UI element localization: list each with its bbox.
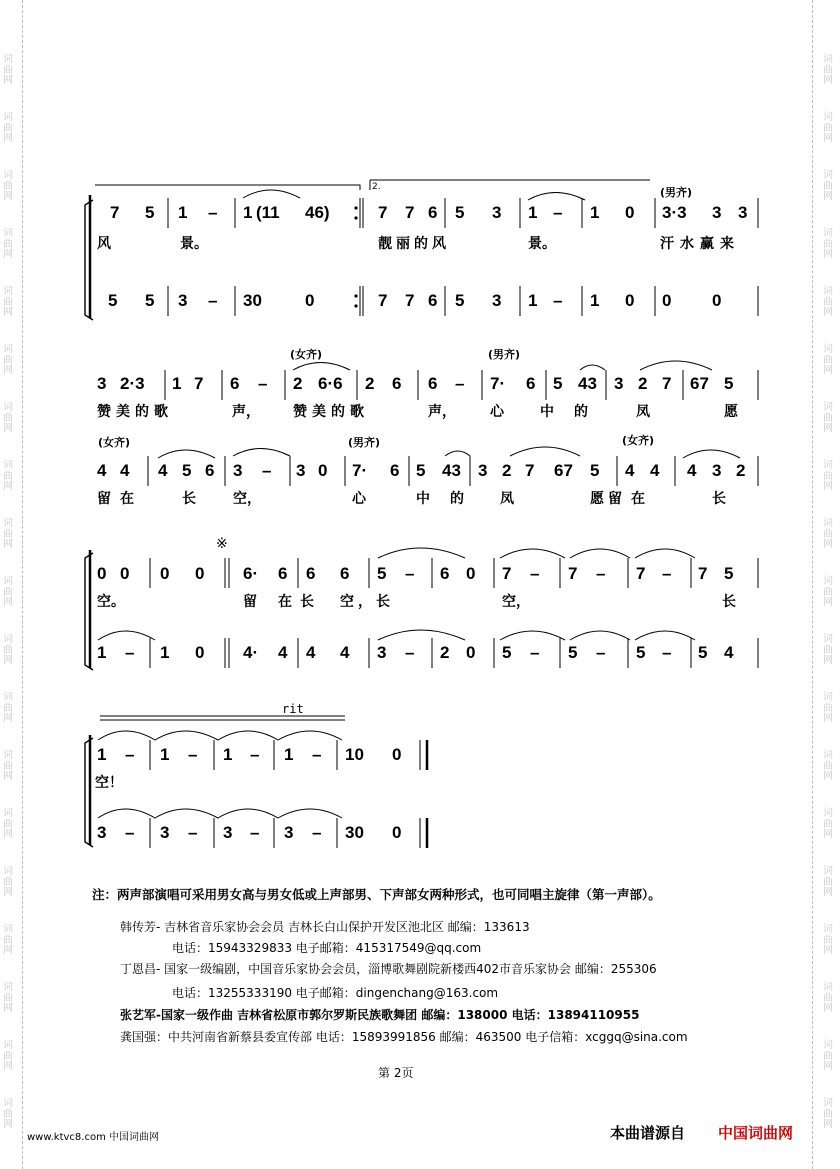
watermark-glyph: 词 曲 网 bbox=[823, 112, 833, 144]
watermark-glyph: 词 曲 网 bbox=[3, 1098, 13, 1130]
note: 4 bbox=[625, 461, 635, 480]
note: 3 bbox=[97, 374, 107, 393]
note: – bbox=[596, 564, 606, 583]
note: 5 bbox=[416, 461, 426, 480]
note: – bbox=[208, 291, 218, 310]
note: – bbox=[262, 461, 272, 480]
lyric: 凤 bbox=[636, 404, 650, 420]
watermark-glyph: 词 曲 网 bbox=[3, 634, 13, 666]
note: 6· bbox=[243, 564, 259, 583]
note: 6 bbox=[440, 564, 450, 583]
lyric: 空，长 bbox=[340, 594, 394, 610]
lyric: 心 bbox=[352, 491, 366, 507]
note: 67 bbox=[554, 461, 573, 480]
note: 2 bbox=[293, 374, 303, 393]
note: 6 bbox=[278, 564, 288, 583]
lyric: 留 bbox=[243, 594, 257, 610]
note: – bbox=[125, 643, 135, 662]
note: 1 bbox=[528, 291, 538, 310]
note: 5 bbox=[145, 291, 155, 310]
note: – bbox=[530, 643, 540, 662]
watermark-glyph: 词 曲 网 bbox=[823, 1040, 833, 1072]
note: 67 bbox=[690, 374, 709, 393]
note: 7 bbox=[636, 564, 646, 583]
note: 7 bbox=[525, 461, 535, 480]
credit-line: 丁恩昌- 国家一级编剧，中国音乐家协会会员，淄博歌舞剧院新楼西402市音乐家协会 邮编：255306 bbox=[120, 962, 657, 976]
watermark-glyph: 词 曲 网 bbox=[823, 170, 833, 202]
note: 3·3 bbox=[662, 203, 687, 222]
note: – bbox=[553, 291, 563, 310]
lyric: 声， bbox=[428, 404, 456, 420]
voice-tag-male: (男齐) bbox=[660, 186, 693, 199]
lyric: 赞美的歌 bbox=[97, 404, 173, 420]
note: 6 bbox=[392, 374, 402, 393]
note: 0 bbox=[392, 745, 402, 764]
watermark-glyph: 词 曲 网 bbox=[3, 1040, 13, 1072]
watermark-glyph: 词 曲 网 bbox=[3, 170, 13, 202]
lyric: 中的 bbox=[540, 404, 608, 420]
note: 6 bbox=[205, 461, 215, 480]
note: 6·6 bbox=[318, 374, 343, 393]
note: 5 bbox=[724, 564, 734, 583]
note: – bbox=[662, 643, 672, 662]
note: 5 bbox=[182, 461, 192, 480]
note: 5 bbox=[698, 643, 708, 662]
volta-label: 2. bbox=[372, 182, 381, 192]
lyric: 中的 bbox=[416, 491, 484, 507]
note: 7 bbox=[662, 374, 672, 393]
watermark-glyph: 词 曲 网 bbox=[823, 402, 833, 434]
note: – bbox=[662, 564, 672, 583]
note: 4 bbox=[724, 643, 734, 662]
lyric: 长 bbox=[182, 491, 196, 507]
watermark-glyph: 词 曲 网 bbox=[3, 692, 13, 724]
note: 3 bbox=[614, 374, 624, 393]
lyric: 赞美的歌 bbox=[293, 404, 369, 420]
note: 4 bbox=[97, 461, 107, 480]
watermark-glyph: 词 曲 网 bbox=[3, 808, 13, 840]
credit-line: 张艺军-国家一级作曲 吉林省松原市郭尔罗斯民族歌舞团 邮编：138000 电话：13894110955 bbox=[120, 1008, 640, 1022]
lyric: 愿 bbox=[590, 491, 604, 507]
lyric: 凤 bbox=[500, 491, 514, 507]
note: 1 bbox=[284, 745, 294, 764]
note: – bbox=[125, 745, 135, 764]
voice-tag-female: (女齐) bbox=[98, 436, 131, 449]
note: 0 bbox=[195, 643, 205, 662]
note: 4 bbox=[120, 461, 130, 480]
watermark-glyph: 词 曲 网 bbox=[3, 228, 13, 260]
note: – bbox=[188, 823, 198, 842]
note: 7· bbox=[352, 461, 368, 480]
note: 2 bbox=[440, 643, 450, 662]
lyric: 空， bbox=[233, 491, 261, 507]
note: 6 bbox=[428, 374, 438, 393]
watermark-glyph: 词 曲 网 bbox=[823, 634, 833, 666]
note: 7 bbox=[698, 564, 708, 583]
note: 2 bbox=[365, 374, 375, 393]
note: 4 bbox=[650, 461, 660, 480]
note: 3 bbox=[223, 823, 233, 842]
watermark-glyph: 词 曲 网 bbox=[3, 924, 13, 956]
note: 43 bbox=[578, 374, 597, 393]
lyric: 空， bbox=[502, 594, 530, 610]
note: 1 bbox=[172, 374, 182, 393]
note: 7 bbox=[378, 203, 388, 222]
lyric: 长 bbox=[712, 491, 726, 507]
watermark-glyph: 词 曲 网 bbox=[823, 750, 833, 782]
lyric: 留在 bbox=[97, 491, 143, 507]
note: 5 bbox=[145, 203, 155, 222]
watermark-glyph: 词 曲 网 bbox=[3, 286, 13, 318]
note: 2·3 bbox=[120, 374, 145, 393]
lyric: 留在 bbox=[608, 491, 654, 507]
watermark-glyph: 词 曲 网 bbox=[823, 286, 833, 318]
watermark-glyph: 词 曲 网 bbox=[823, 1098, 833, 1130]
note: 5 bbox=[568, 643, 578, 662]
watermark-glyph: 词 曲 网 bbox=[823, 866, 833, 898]
note: 0 bbox=[318, 461, 328, 480]
note: – bbox=[208, 203, 218, 222]
note: – bbox=[312, 745, 322, 764]
lyric: 靓丽的风 bbox=[378, 236, 450, 252]
watermark-glyph: 词 曲 网 bbox=[823, 518, 833, 550]
watermark-glyph: 词 曲 网 bbox=[3, 750, 13, 782]
note: 0 bbox=[120, 564, 130, 583]
note: 0 bbox=[160, 564, 170, 583]
performance-note: 注：两声部演唱可采用男女高与男女低或上声部男、下声部女两种形式，也可同唱主旋律（第一声部）。 bbox=[92, 887, 661, 902]
note: 3 bbox=[738, 203, 748, 222]
note: 30 bbox=[345, 823, 364, 842]
note: 4 bbox=[340, 643, 350, 662]
note: 1 bbox=[528, 203, 538, 222]
segno-mark: ※ bbox=[216, 536, 228, 552]
note: 6 bbox=[306, 564, 316, 583]
note: 0 bbox=[466, 643, 476, 662]
lyric: 在长 bbox=[278, 594, 322, 610]
watermark-glyph: 词 曲 网 bbox=[823, 576, 833, 608]
note: 1 bbox=[243, 203, 253, 222]
watermark-glyph: 词 曲 网 bbox=[823, 54, 833, 86]
watermark-glyph: 词 曲 网 bbox=[3, 576, 13, 608]
note: 4 bbox=[306, 643, 316, 662]
note: 7 bbox=[194, 374, 204, 393]
note: – bbox=[405, 564, 415, 583]
credit-line: 电话：15943329833 电子邮箱：415317549@qq.com bbox=[172, 941, 482, 955]
credit-line: 电话：13255333190 电子邮箱：dingenchang@163.com bbox=[172, 986, 499, 1000]
note: 46) bbox=[305, 203, 330, 222]
note: – bbox=[596, 643, 606, 662]
note: 7 bbox=[378, 291, 388, 310]
note: 4 bbox=[687, 461, 697, 480]
note: 7 bbox=[568, 564, 578, 583]
note: 3 bbox=[712, 203, 722, 222]
note: 3 bbox=[478, 461, 488, 480]
watermark-glyph: 词 曲 网 bbox=[823, 982, 833, 1014]
watermark-glyph: 词 曲 网 bbox=[823, 808, 833, 840]
watermark-glyph: 词 曲 网 bbox=[3, 866, 13, 898]
note: 4· bbox=[243, 643, 259, 662]
watermark-glyph: 词 曲 网 bbox=[823, 924, 833, 956]
note: 4 bbox=[278, 643, 288, 662]
note: 0 bbox=[712, 291, 722, 310]
note: 10 bbox=[345, 745, 364, 764]
watermark-glyph: 词 曲 网 bbox=[823, 460, 833, 492]
watermark-glyph: 词 曲 网 bbox=[3, 982, 13, 1014]
note: 3 bbox=[492, 203, 502, 222]
note: 0 bbox=[625, 291, 635, 310]
note: 3 bbox=[492, 291, 502, 310]
note: 3 bbox=[712, 461, 722, 480]
watermark-glyph: 词 曲 网 bbox=[823, 692, 833, 724]
note: 0 bbox=[625, 203, 635, 222]
watermark-glyph: 词 曲 网 bbox=[3, 344, 13, 376]
note: 0 bbox=[305, 291, 315, 310]
note: 2 bbox=[502, 461, 512, 480]
note: 6 bbox=[526, 374, 536, 393]
note: 2 bbox=[736, 461, 746, 480]
watermark-glyph: 词 曲 网 bbox=[823, 228, 833, 260]
note: 0 bbox=[97, 564, 107, 583]
lyric: 长 bbox=[722, 594, 736, 610]
note: – bbox=[553, 203, 563, 222]
note: 1 bbox=[223, 745, 233, 764]
note: – bbox=[405, 643, 415, 662]
note: 7 bbox=[405, 203, 415, 222]
note: 1 bbox=[590, 291, 600, 310]
lyric: 风 bbox=[97, 236, 111, 252]
note: 3 bbox=[377, 643, 387, 662]
note: 1 bbox=[160, 745, 170, 764]
note: 3 bbox=[284, 823, 294, 842]
note: 3 bbox=[160, 823, 170, 842]
lyric: 空。 bbox=[97, 594, 125, 610]
note: 1 bbox=[160, 643, 170, 662]
lyric: 心 bbox=[490, 404, 504, 420]
note: 5 bbox=[590, 461, 600, 480]
footer-brand[interactable]: 中国词曲网 bbox=[718, 1124, 794, 1142]
note: (11 bbox=[256, 203, 280, 222]
lyric: 景。 bbox=[528, 236, 556, 252]
note: 5 bbox=[724, 374, 734, 393]
note: 5 bbox=[455, 203, 465, 222]
lyric: 汗水赢来 bbox=[660, 236, 740, 252]
lyric: 愿 bbox=[724, 404, 738, 420]
note: 0 bbox=[662, 291, 672, 310]
note: 0 bbox=[195, 564, 205, 583]
voice-tag-male: (男齐) bbox=[488, 348, 521, 361]
note: 1 bbox=[97, 643, 107, 662]
watermark-glyph: 词 曲 网 bbox=[3, 402, 13, 434]
note: 3 bbox=[97, 823, 107, 842]
page-number: 第 2页 bbox=[378, 1066, 414, 1080]
lyric: 空！ bbox=[95, 775, 123, 791]
watermark-glyph: 词 曲 网 bbox=[3, 460, 13, 492]
note: 5 bbox=[553, 374, 563, 393]
note: 0 bbox=[466, 564, 476, 583]
watermark-glyph: 词 曲 网 bbox=[3, 112, 13, 144]
note: 7· bbox=[490, 374, 506, 393]
note: 6 bbox=[390, 461, 400, 480]
note: 7 bbox=[110, 203, 120, 222]
note: 4 bbox=[158, 461, 168, 480]
voice-tag-male: (男齐) bbox=[348, 436, 381, 449]
note: 5 bbox=[636, 643, 646, 662]
note: – bbox=[312, 823, 322, 842]
note: 3 bbox=[296, 461, 306, 480]
lyric: 声， bbox=[232, 404, 260, 420]
note: 5 bbox=[455, 291, 465, 310]
lyric: 景。 bbox=[180, 236, 208, 252]
note: 6 bbox=[428, 291, 438, 310]
note: 0 bbox=[392, 823, 402, 842]
note: 1 bbox=[97, 745, 107, 764]
note: 5 bbox=[108, 291, 118, 310]
credit-line: 龚国强：中共河南省新蔡县委宣传部 电话：15893991856 邮编：463500 电子信箱：xcggq@sina.com bbox=[120, 1030, 688, 1044]
note: 3 bbox=[233, 461, 243, 480]
note: 1 bbox=[178, 203, 188, 222]
note: 6 bbox=[230, 374, 240, 393]
watermark-glyph: 词 曲 网 bbox=[823, 344, 833, 376]
note: 7 bbox=[405, 291, 415, 310]
watermark-glyph: 词 曲 网 bbox=[3, 518, 13, 550]
note: 6 bbox=[340, 564, 350, 583]
watermark-glyph: 词 曲 网 bbox=[3, 54, 13, 86]
note: – bbox=[455, 374, 465, 393]
voice-tag-female: (女齐) bbox=[622, 434, 655, 447]
note: – bbox=[250, 745, 260, 764]
note: – bbox=[125, 823, 135, 842]
note: 5 bbox=[377, 564, 387, 583]
note: – bbox=[250, 823, 260, 842]
credit-line: 韩传芳- 吉林省音乐家协会会员 吉林长白山保护开发区池北区 邮编：133613 bbox=[120, 920, 530, 934]
note: – bbox=[530, 564, 540, 583]
note: 30 bbox=[243, 291, 262, 310]
rit-mark: rit bbox=[282, 702, 304, 716]
note: 7 bbox=[502, 564, 512, 583]
note: – bbox=[188, 745, 198, 764]
note: 43 bbox=[442, 461, 461, 480]
note: 2 bbox=[638, 374, 648, 393]
note: 5 bbox=[502, 643, 512, 662]
note: – bbox=[258, 374, 268, 393]
footer-source: 本曲谱源自 bbox=[610, 1124, 686, 1142]
voice-tag-female: (女齐) bbox=[290, 348, 323, 361]
note: 6 bbox=[428, 203, 438, 222]
note: 1 bbox=[590, 203, 600, 222]
note: 3 bbox=[178, 291, 188, 310]
footer-site[interactable]: www.ktvc8.com 中国词曲网 bbox=[27, 1132, 160, 1143]
